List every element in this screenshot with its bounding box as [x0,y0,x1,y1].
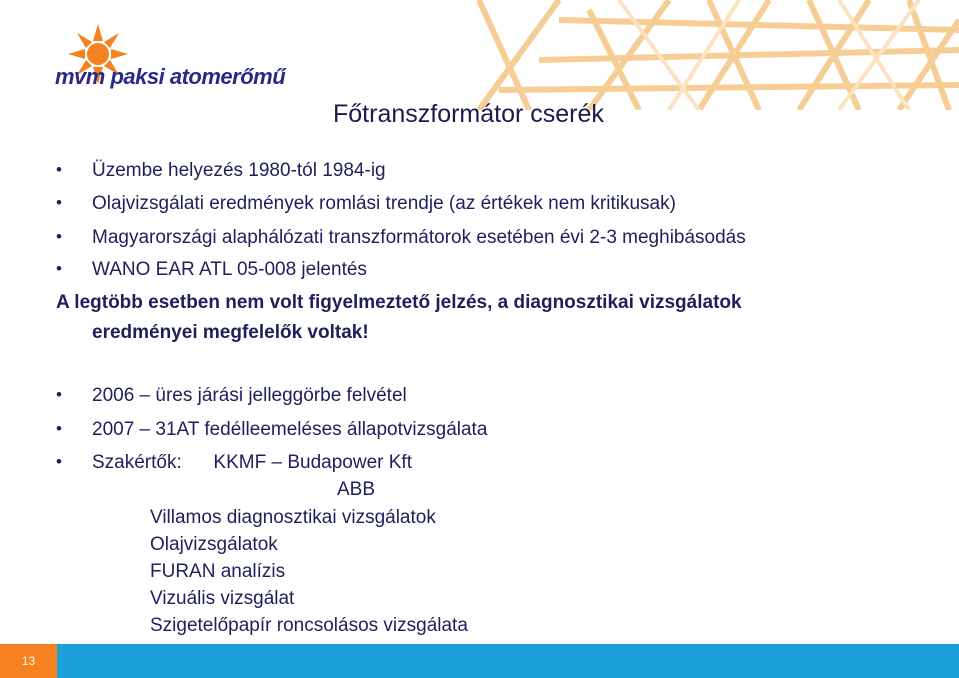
expert-line: Villamos diagnosztikai vizsgálatok [150,507,436,528]
bullet-item: • Szakértők: KKMF – Budapower Kft [92,452,412,474]
bullet-item: • Olajvizsgálati eredmények romlási trendje (az értékek nem kritikusak) [92,193,676,215]
expert-line: Olajvizsgálatok [150,534,278,555]
bold-statement-line2: eredményei megfelelők voltak! [92,322,369,343]
tower-lattice-graphic [439,0,959,110]
footer-bar [0,644,959,678]
bold-statement-line1: A legtöbb esetben nem volt figyelmeztető jelzés, a diagnosztikai vizsgálatok [56,292,742,313]
page-number: 13 [0,644,57,678]
expert-line: ABB [337,479,376,500]
bullet-item: • 2007 – 31AT fedélleemeléses állapotvizsgálata [92,419,487,441]
bullet-item: • Üzembe helyezés 1980-tól 1984-ig [92,160,386,182]
expert-line: Szigetelőpapír roncsolásos vizsgálata [150,615,468,636]
bullet-item: • Magyarországi alaphálózati transzformátorok esetében évi 2-3 meghibásodás [92,227,746,249]
expert-line: FURAN analízis [150,561,286,582]
bullet-item: • WANO EAR ATL 05-008 jelentés [92,259,367,281]
logo-text: mvm paksi atomerőmű [55,64,286,89]
bullet-item: • 2006 – üres járási jelleggörbe felvétel [92,385,407,407]
expert-line: Vizuális vizsgálat [150,588,295,609]
page-title: Főtranszformátor cserék [333,100,604,128]
